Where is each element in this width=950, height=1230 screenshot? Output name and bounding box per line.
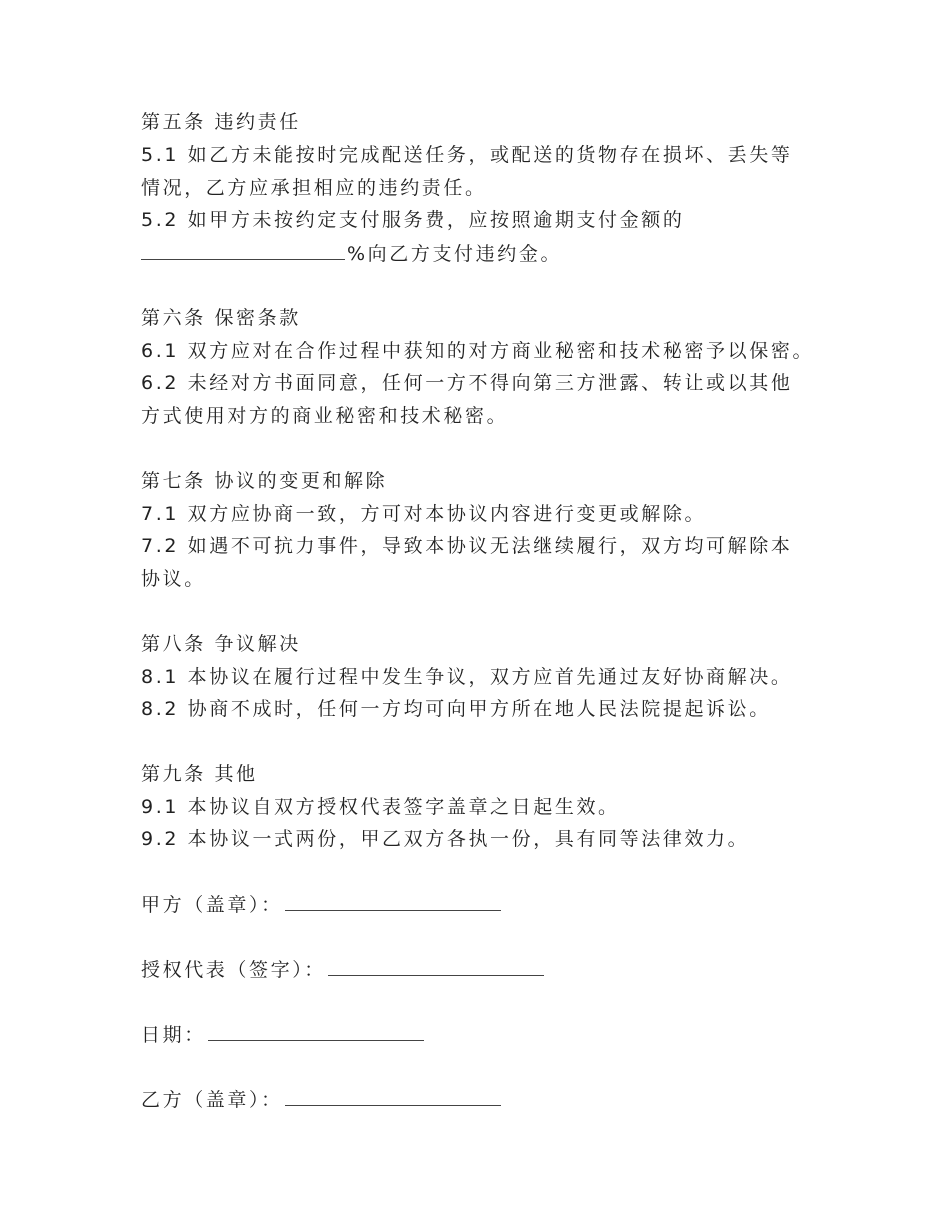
clause-9-2: 9.2 本协议一式两份，甲乙双方各执一份，具有同等法律效力。 xyxy=(141,828,750,850)
clause-7-2-line-2: 协议。 xyxy=(141,568,206,590)
section-8-heading: 第八条 争议解决 xyxy=(141,633,301,655)
clause-8-1: 8.1 本协议在履行过程中发生争议，双方应首先通过友好协商解决。 xyxy=(141,666,793,688)
date-blank[interactable] xyxy=(208,1022,424,1041)
section-9-heading: 第九条 其他 xyxy=(141,763,258,785)
date-row xyxy=(141,1022,424,1047)
party-a-seal-row xyxy=(141,892,501,917)
section-6-heading: 第六条 保密条款 xyxy=(141,307,301,329)
penalty-rate-suffix: %向乙方支付违约金。 xyxy=(347,243,563,265)
clause-9-1: 9.1 本协议自双方授权代表签字盖章之日起生效。 xyxy=(141,796,620,818)
clause-7-1: 7.1 双方应协商一致，方可对本协议内容进行变更或解除。 xyxy=(141,503,707,525)
representative-signature-row xyxy=(141,957,544,982)
clause-8-2: 8.2 协商不成时，任何一方均可向甲方所在地人民法院提起诉讼。 xyxy=(141,698,771,720)
section-5-heading: 第五条 违约责任 xyxy=(141,111,301,133)
party-a-seal-blank[interactable] xyxy=(285,892,501,911)
clause-6-2-line-1: 6.2 未经对方书面同意，任何一方不得向第三方泄露、转让或以其他 xyxy=(141,372,793,394)
section-7-heading: 第七条 协议的变更和解除 xyxy=(141,470,388,492)
clause-5-1-line-1: 5.1 如乙方未能按时完成配送任务，或配送的货物存在损坏、丢失等 xyxy=(141,144,793,166)
party-b-seal-blank[interactable] xyxy=(285,1087,501,1106)
party-b-seal-label: 乙方（盖章）： xyxy=(141,1089,283,1111)
clause-5-2-line-1: 5.2 如甲方未按约定支付服务费，应按照逾期支付金额的 xyxy=(141,209,685,231)
representative-signature-blank[interactable] xyxy=(328,957,544,976)
penalty-rate-blank[interactable] xyxy=(141,241,345,260)
representative-signature-label: 授权代表（签字）： xyxy=(141,959,326,981)
date-label: 日期： xyxy=(141,1024,206,1046)
party-b-seal-row xyxy=(141,1087,501,1112)
clause-5-2-line-2 xyxy=(141,241,562,266)
clause-6-2-line-2: 方式使用对方的商业秘密和技术秘密。 xyxy=(141,405,509,427)
clause-5-1-line-2: 情况，乙方应承担相应的违约责任。 xyxy=(141,177,487,199)
clause-7-2-line-1: 7.2 如遇不可抗力事件，导致本协议无法继续履行，双方均可解除本 xyxy=(141,535,793,557)
clause-6-1: 6.1 双方应对在合作过程中获知的对方商业秘密和技术秘密予以保密。 xyxy=(141,340,815,362)
party-a-seal-label: 甲方（盖章）： xyxy=(141,894,283,916)
